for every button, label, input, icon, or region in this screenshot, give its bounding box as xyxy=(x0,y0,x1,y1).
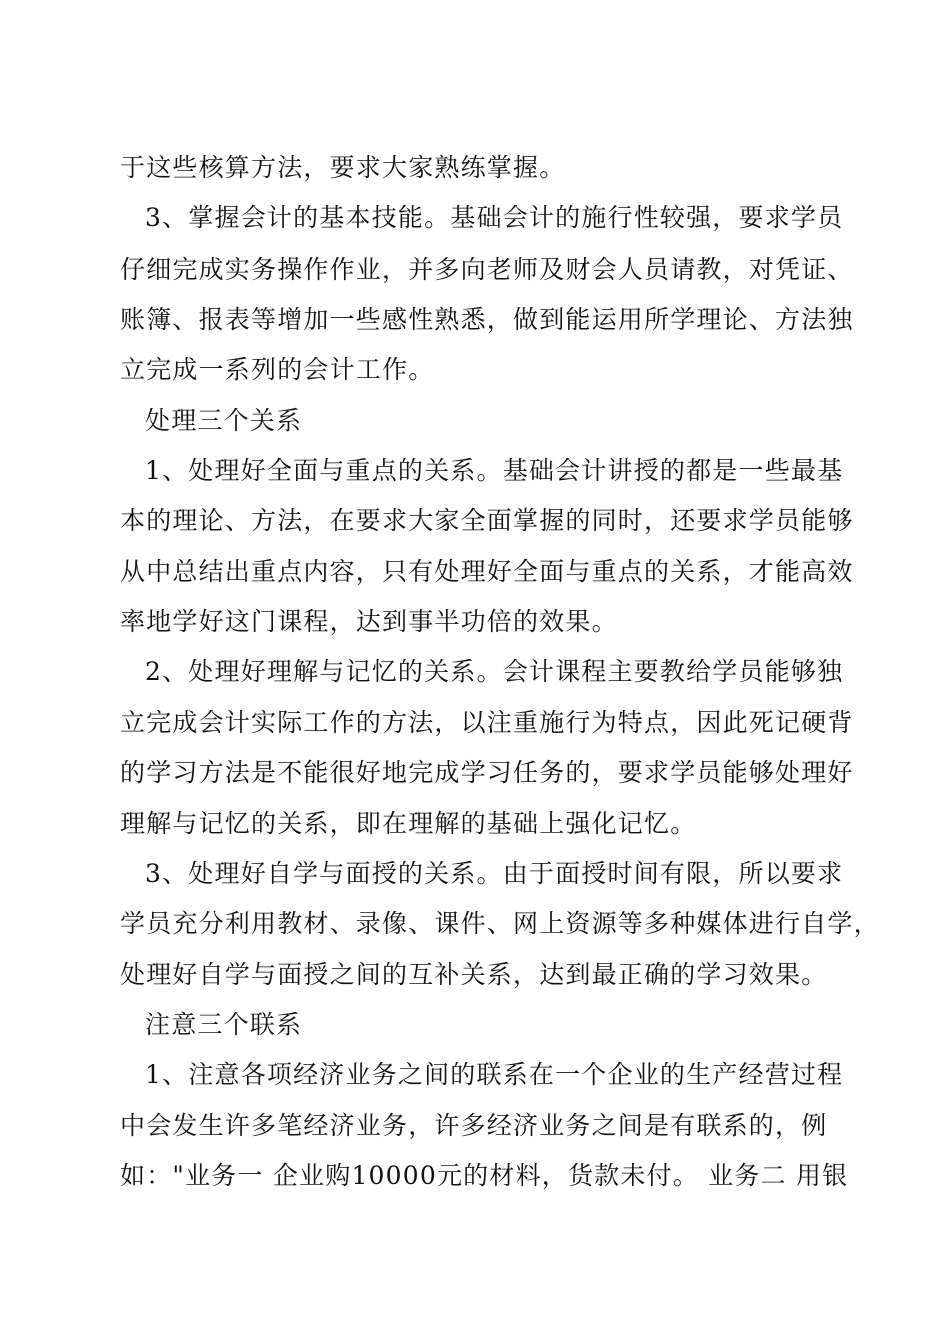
text-line: 3、处理好自学与面授的关系。由于面授时间有限，所以要求 xyxy=(145,859,844,888)
text-line: 中会发生许多笔经济业务，许多经济业务之间是有联系的，例 xyxy=(120,1111,828,1140)
text-line: 立完成一系列的会计工作。 xyxy=(120,355,435,384)
text-line: 于这些核算方法，要求大家熟练掌握。 xyxy=(120,153,566,182)
text-line: 2、处理好理解与记忆的关系。会计课程主要教给学员能够独 xyxy=(145,657,844,686)
text-line: 本的理论、方法，在要求大家全面掌握的同时，还要求学员能够 xyxy=(120,506,854,535)
section-heading: 处理三个关系 xyxy=(145,406,303,435)
text-line: 1、注意各项经济业务之间的联系在一个企业的生产经营过程 xyxy=(145,1060,844,1089)
text-line: 率地学好这门课程，达到事半功倍的效果。 xyxy=(120,607,618,636)
text-line: 1、处理好全面与重点的关系。基础会计讲授的都是一些最基 xyxy=(145,456,844,485)
text-line: 理解与记忆的关系，即在理解的基础上强化记忆。 xyxy=(120,809,697,838)
text-line: 的学习方法是不能很好地完成学习任务的，要求学员能够处理好 xyxy=(120,758,854,787)
text-line: 从中总结出重点内容，只有处理好全面与重点的关系，才能高效 xyxy=(120,557,854,586)
text-line: 立完成会计实际工作的方法，以注重施行为特点，因此死记硬背 xyxy=(120,708,854,737)
text-line: 3、掌握会计的基本技能。基础会计的施行性较强，要求学员 xyxy=(145,203,844,232)
text-line: 仔细完成实务操作作业，并多向老师及财会人员请教，对凭证、 xyxy=(120,255,854,284)
text-line: 账簿、报表等增加一些感性熟悉，做到能运用所学理论、方法独 xyxy=(120,305,854,334)
text-line: 学员充分利用教材、录像、课件、网上资源等多种媒体进行自学， xyxy=(120,909,880,938)
text-line: 处理好自学与面授之间的互补关系，达到最正确的学习效果。 xyxy=(120,960,828,989)
text-line: 如："业务一 企业购10000元的材料，货款未付。 业务二 用银 xyxy=(120,1161,849,1190)
section-heading: 注意三个联系 xyxy=(145,1010,303,1039)
